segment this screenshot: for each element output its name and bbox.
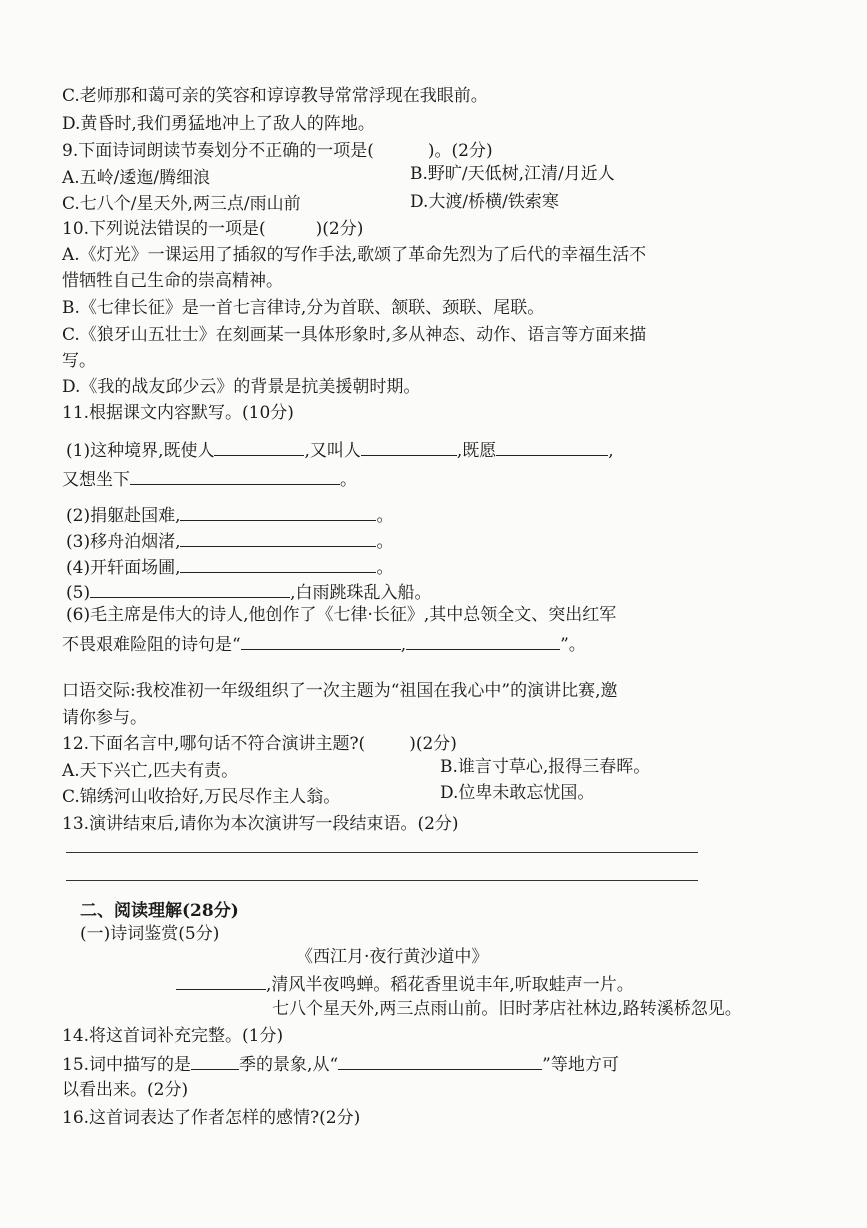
oral-intro-line1: 口语交际:我校准初一年级组织了一次主题为“祖国在我心中”的演讲比赛,邀 (62, 681, 618, 701)
section2-title: 二、阅读理解(28分) (80, 901, 239, 921)
q9-option-a: A.五岭/逶迤/腾细浪 (62, 168, 211, 188)
q10-option-a-line2: 惜牺牲自己生命的崇高精神。 (62, 271, 283, 291)
q11-stem: 11.根据课文内容默写。(10分) (62, 403, 294, 423)
q11-item-1-text-c: ,既愿 (456, 441, 497, 461)
q11-blank-2[interactable] (180, 503, 376, 521)
q11-blank-3[interactable] (180, 529, 376, 547)
q11-item-1 (66, 438, 614, 462)
q16-stem: 16.这首词表达了作者怎样的感情?(2分) (62, 1108, 361, 1128)
q15-text-c: ”等地方可 (542, 1055, 619, 1075)
q10-option-c-line1: C.《狼牙山五壮士》在刻画某一具体形象时,多从神态、动作、语言等方面来描 (62, 325, 647, 345)
q12-option-c: C.锦绣河山收拾好,万民尽作主人翁。 (62, 787, 341, 807)
q11-item-1-text-d: , (608, 441, 614, 461)
q10-stem-text: 10.下列说法错误的一项是( (62, 219, 266, 239)
q11-item-5-text-a: (5) (66, 583, 91, 603)
q11-item-4 (66, 555, 393, 579)
q13-answer-line-2[interactable] (66, 880, 698, 881)
poem-line1 (176, 972, 634, 996)
q11-item-2 (66, 503, 393, 527)
q9-option-b: B.野旷/天低树,江清/月近人 (410, 164, 615, 184)
q11-item-5-text-b: ,白雨跳珠乱入船。 (290, 583, 432, 603)
q11-item-4-end: 。 (376, 558, 394, 578)
q11-item-1-text-b: ,又叫人 (304, 441, 361, 461)
q11-item-5 (66, 580, 432, 604)
q11-blank-5[interactable] (90, 580, 290, 598)
section2-sub1: (一)诗词鉴赏(5分) (80, 924, 220, 944)
q14-stem: 14.将这首词补充完整。(1分) (62, 1026, 284, 1046)
q11-item-3 (66, 529, 393, 553)
q11-item-2-end: 。 (376, 506, 394, 526)
q9-stem-text: 9.下面诗词朗读节奏划分不正确的一项是( (62, 141, 374, 161)
q12-option-d: D.位卑未敢忘忧国。 (440, 783, 595, 803)
q15-line2: 以看出来。(2分) (62, 1080, 189, 1100)
q11-item-1-text-e: 又想坐下 (62, 470, 130, 490)
q12-stem-text: 12.下面名言中,哪句话不符合演讲主题?( (62, 734, 366, 754)
q9-option-c: C.七八个/星天外,两三点/雨山前 (62, 194, 301, 214)
q10-option-c-line2: 写。 (62, 351, 96, 371)
q15-line1 (62, 1052, 619, 1076)
q11-item-6-text-c: , (400, 635, 407, 655)
q11-blank-1b[interactable] (361, 438, 457, 456)
poem-line1-text: ,清风半夜鸣蝉。稻花香里说丰年,听取蛙声一片。 (266, 975, 634, 995)
q11-item-2-text: (2)捐躯赴国难, (66, 506, 181, 526)
q10-option-b: B.《七律长征》是一首七言律诗,分为首联、颔联、颈联、尾联。 (62, 298, 545, 318)
q11-item-1-text-a: (1)这种境界,既使人 (66, 441, 215, 461)
q12-stem (62, 733, 457, 755)
q8-option-d: D.黄昏时,我们勇猛地冲上了敌人的阵地。 (62, 114, 375, 134)
q11-item-6-line1: (6)毛主席是伟大的诗人,他创作了《七律·长征》,其中总领全文、突出红军 (66, 605, 617, 625)
q15-text-b: 季的景象,从“ (239, 1055, 339, 1075)
q15-text-a: 15.词中描写的是 (62, 1055, 192, 1075)
q11-item-6-text-b: 不畏艰难险阻的诗句是“ (62, 635, 241, 655)
q11-item-6-line2 (62, 632, 586, 656)
poem-line2: 七八个星天外,两三点雨山前。旧时茅店社林边,路转溪桥忽见。 (272, 999, 742, 1019)
q11-item-3-text: (3)移舟泊烟渚, (66, 532, 181, 552)
q11-blank-1a[interactable] (214, 438, 304, 456)
q9-stem-score: )。(2分) (427, 141, 493, 161)
q15-blank-quote[interactable] (338, 1052, 542, 1070)
q11-blank-4[interactable] (180, 555, 376, 573)
q10-option-a-line1: A.《灯光》一课运用了插叙的写作手法,歌颂了革命先烈为了后代的幸福生活不 (62, 245, 647, 265)
q12-stem-score: )(2分) (409, 734, 457, 754)
q9-stem (62, 140, 493, 162)
poem-blank[interactable] (176, 972, 266, 990)
q10-option-d: D.《我的战友邱少云》的背景是抗美援朝时期。 (62, 377, 421, 397)
q15-blank-season[interactable] (191, 1052, 239, 1070)
q11-item-1-text-f: 。 (340, 470, 357, 490)
q12-option-b: B.谁言寸草心,报得三春晖。 (440, 757, 651, 777)
q13-stem: 13.演讲结束后,请你为本次演讲写一段结束语。(2分) (62, 814, 459, 834)
oral-intro-line2: 请你参与。 (62, 708, 147, 728)
q8-option-c: C.老师那和蔼可亲的笑容和谆谆教导常常浮现在我眼前。 (62, 86, 488, 106)
q9-option-d: D.大渡/桥横/铁索寒 (410, 192, 559, 212)
q10-stem-score: )(2分) (315, 219, 364, 239)
q13-answer-line-1[interactable] (66, 852, 698, 853)
q11-blank-6a[interactable] (241, 632, 401, 650)
q11-blank-1c[interactable] (496, 438, 608, 456)
q11-blank-6b[interactable] (406, 632, 560, 650)
q11-blank-1d[interactable] (130, 467, 340, 485)
q11-item-1-cont (62, 467, 357, 491)
q11-item-6-text-d: ”。 (560, 635, 586, 655)
q10-stem (62, 218, 363, 240)
poem-title: 《西江月·夜行黄沙道中》 (296, 947, 489, 967)
q12-option-a: A.天下兴亡,匹夫有责。 (62, 761, 239, 781)
q11-item-4-text: (4)开轩面场圃, (66, 558, 181, 578)
q11-item-3-end: 。 (376, 532, 394, 552)
